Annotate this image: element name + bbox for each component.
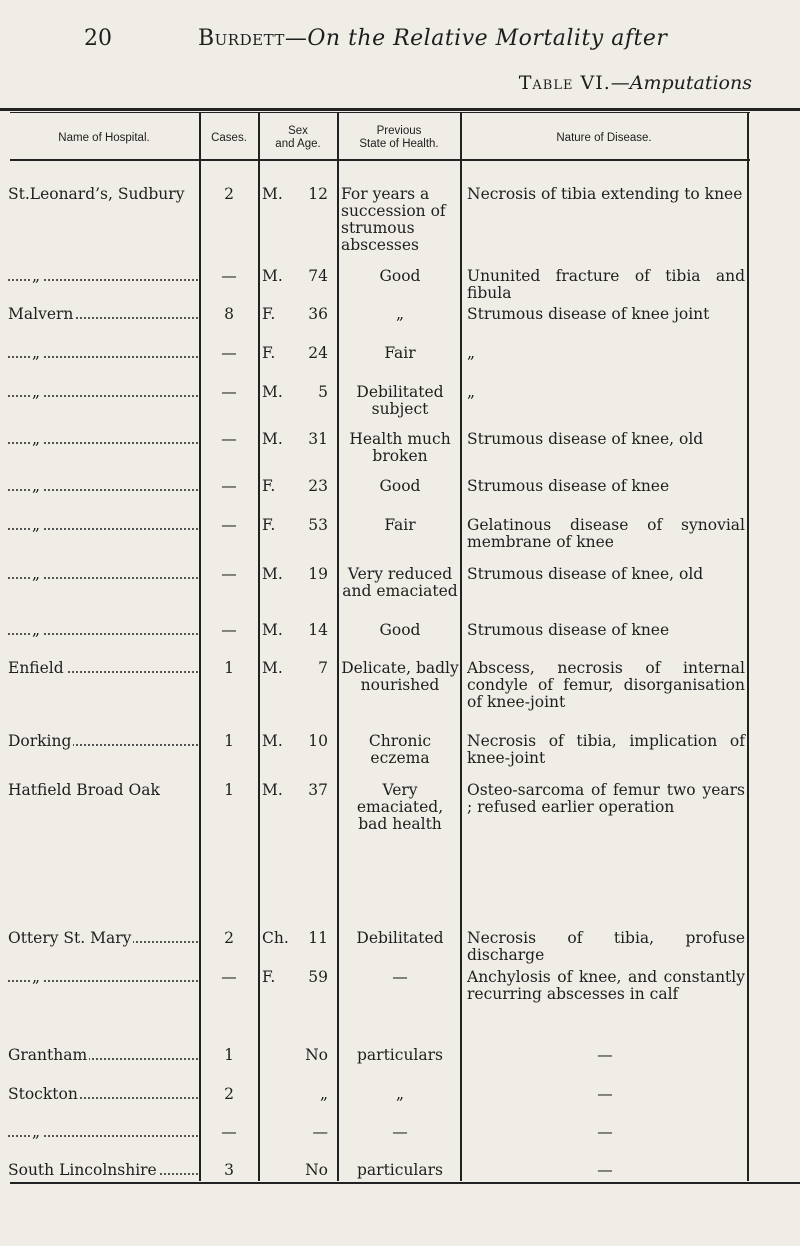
hospital-name: Stockton bbox=[8, 1086, 78, 1103]
table-top-rule bbox=[0, 108, 800, 111]
hospital-name: „ bbox=[32, 566, 41, 583]
row-4-hospital bbox=[8, 384, 198, 401]
hospital-name: South Lincolnshire bbox=[8, 1162, 157, 1179]
row-4-nature: „ bbox=[467, 383, 476, 401]
running-head bbox=[0, 26, 800, 56]
row-6-sex-age: F. 23 bbox=[262, 477, 328, 495]
row-13-cases: 2 bbox=[224, 929, 234, 947]
row-12-sex-age: M. 37 bbox=[262, 781, 328, 799]
row-0-cases: 2 bbox=[224, 185, 234, 203]
row-7-nature: Gelatinous disease of synovial membrane of knee bbox=[467, 516, 745, 551]
row-0-previous-state: For years a succession of strumous abscesses bbox=[341, 185, 446, 254]
row-6-cases: — bbox=[221, 477, 237, 495]
hospital-name: „ bbox=[32, 622, 41, 639]
hospital-name: „ bbox=[32, 969, 41, 986]
row-18-sex-age: No bbox=[305, 1161, 328, 1179]
row-9-cases: — bbox=[221, 621, 237, 639]
row-3-hospital bbox=[8, 345, 198, 362]
row-10-hospital bbox=[8, 660, 198, 677]
table-subject: Amputations bbox=[629, 72, 752, 94]
row-14-previous-state: — bbox=[392, 968, 408, 986]
row-11-previous-state: Chronic eczema bbox=[368, 732, 432, 767]
row-14-sex-age: F. 59 bbox=[262, 968, 328, 986]
row-17-cases: — bbox=[221, 1123, 237, 1141]
row-15-nature: — bbox=[597, 1046, 613, 1064]
row-0-hospital bbox=[8, 186, 198, 203]
row-12-cases: 1 bbox=[224, 781, 234, 799]
table-top-rule-inner bbox=[10, 112, 750, 113]
row-15-sex-age: No bbox=[305, 1046, 328, 1064]
row-17-nature: — bbox=[597, 1123, 613, 1141]
column-rule-5 bbox=[747, 113, 749, 1181]
row-18-nature: — bbox=[597, 1161, 613, 1179]
row-1-previous-state: Good bbox=[379, 267, 421, 285]
running-separator: — bbox=[284, 26, 308, 51]
row-15-previous-state: particulars bbox=[357, 1046, 443, 1064]
row-7-sex-age: F. 53 bbox=[262, 516, 328, 534]
running-title bbox=[198, 26, 667, 51]
running-title-text: On the Relative Mortality after bbox=[307, 26, 668, 51]
row-3-sex-age: F. 24 bbox=[262, 344, 328, 362]
row-8-hospital bbox=[8, 566, 198, 583]
row-8-sex-age: M. 19 bbox=[262, 565, 328, 583]
hospital-name: Enfield bbox=[8, 660, 64, 677]
row-6-hospital bbox=[8, 478, 198, 495]
row-16-sex-age: „ bbox=[319, 1085, 328, 1103]
table-bottom-rule bbox=[10, 1182, 800, 1184]
table-label: Table VI. bbox=[518, 72, 611, 94]
row-13-nature: Necrosis of tibia, profuse discharge bbox=[467, 929, 745, 964]
row-7-previous-state: Fair bbox=[384, 516, 416, 534]
row-16-nature: — bbox=[597, 1085, 613, 1103]
row-10-nature: Abscess, necrosis of internal condyle of femur, disorganisation of knee-joint bbox=[467, 659, 745, 711]
row-12-hospital bbox=[8, 782, 198, 799]
hospital-name: Hatfield Broad Oak bbox=[8, 782, 160, 799]
hospital-name: Ottery St. Mary bbox=[8, 930, 132, 947]
row-8-cases: — bbox=[221, 565, 237, 583]
row-1-nature: Ununited fracture of tibia and fibula bbox=[467, 267, 745, 302]
hospital-name: „ bbox=[32, 478, 41, 495]
header-cases: Cases. bbox=[211, 131, 247, 144]
row-15-hospital bbox=[8, 1047, 198, 1064]
row-5-nature: Strumous disease of knee, old bbox=[467, 430, 704, 448]
row-8-nature: Strumous disease of knee, old bbox=[467, 565, 704, 583]
row-7-cases: — bbox=[221, 516, 237, 534]
hospital-name: „ bbox=[32, 384, 41, 401]
row-13-previous-state: Debilitated bbox=[356, 929, 444, 947]
row-15-cases: 1 bbox=[224, 1046, 234, 1064]
row-3-nature: „ bbox=[467, 344, 476, 362]
row-4-cases: — bbox=[221, 383, 237, 401]
hospital-name: „ bbox=[32, 345, 41, 362]
table-title-separator: — bbox=[610, 72, 630, 94]
header-nature: Nature of Disease. bbox=[556, 131, 652, 144]
row-1-sex-age: M. 74 bbox=[262, 267, 328, 285]
row-10-previous-state: Delicate, badly nourished bbox=[341, 659, 459, 694]
row-0-nature: Necrosis of tibia extending to knee bbox=[467, 185, 743, 203]
row-18-hospital bbox=[8, 1162, 198, 1179]
hospital-name: Malvern bbox=[8, 306, 74, 323]
row-11-hospital bbox=[8, 733, 198, 750]
column-rule-2 bbox=[258, 113, 260, 1181]
row-5-cases: — bbox=[221, 430, 237, 448]
row-13-sex-age: Ch. 11 bbox=[262, 929, 328, 947]
row-14-hospital bbox=[8, 969, 198, 986]
row-17-previous-state: — bbox=[392, 1123, 408, 1141]
row-3-cases: — bbox=[221, 344, 237, 362]
column-rule-4 bbox=[460, 113, 462, 1181]
row-4-sex-age: M. 5 bbox=[262, 383, 328, 401]
row-12-nature: Osteo-sarcoma of femur two years ; refused earlier operation bbox=[467, 781, 745, 816]
hospital-name: „ bbox=[32, 517, 41, 534]
hospital-name: Dorking bbox=[8, 733, 72, 750]
hospital-name: „ bbox=[32, 268, 41, 285]
row-10-sex-age: M. 7 bbox=[262, 659, 328, 677]
row-4-previous-state: Debilitated subject bbox=[356, 383, 444, 418]
row-1-cases: — bbox=[221, 267, 237, 285]
row-16-previous-state: „ bbox=[395, 1085, 405, 1103]
row-2-previous-state: „ bbox=[395, 305, 405, 323]
header-hospital: Name of Hospital. bbox=[58, 131, 150, 144]
row-11-sex-age: M. 10 bbox=[262, 732, 328, 750]
row-7-hospital bbox=[8, 517, 198, 534]
row-16-cases: 2 bbox=[224, 1085, 234, 1103]
header-previous-state: Previous State of Health. bbox=[359, 125, 439, 150]
row-12-previous-state: Very emaciated, bad health bbox=[356, 781, 444, 833]
row-2-hospital bbox=[8, 306, 198, 323]
row-5-previous-state: Health much broken bbox=[349, 430, 451, 465]
hospital-name: „ bbox=[32, 431, 41, 448]
header-sex-age: Sex and Age. bbox=[275, 125, 321, 150]
row-8-previous-state: Very reduced and emaciated bbox=[342, 565, 458, 600]
row-5-hospital bbox=[8, 431, 198, 448]
row-3-previous-state: Fair bbox=[384, 344, 416, 362]
row-2-nature: Strumous disease of knee joint bbox=[467, 305, 710, 323]
page-number: 20 bbox=[84, 26, 112, 51]
row-17-sex-age: — bbox=[312, 1123, 328, 1141]
hospital-name: Grantham bbox=[8, 1047, 88, 1064]
row-1-hospital bbox=[8, 268, 198, 285]
row-16-hospital bbox=[8, 1086, 198, 1103]
row-5-sex-age: M. 31 bbox=[262, 430, 328, 448]
row-13-hospital bbox=[8, 930, 198, 947]
row-6-nature: Strumous disease of knee bbox=[467, 477, 670, 495]
row-11-nature: Necrosis of tibia, implication of knee-joint bbox=[467, 732, 745, 767]
row-9-sex-age: M. 14 bbox=[262, 621, 328, 639]
row-17-hospital bbox=[8, 1124, 198, 1141]
row-2-cases: 8 bbox=[224, 305, 234, 323]
table-title bbox=[519, 72, 752, 94]
hospital-name: St.Leonard’s, Sudbury bbox=[8, 186, 185, 203]
row-9-previous-state: Good bbox=[379, 621, 421, 639]
row-9-hospital bbox=[8, 622, 198, 639]
row-18-previous-state: particulars bbox=[357, 1161, 443, 1179]
row-6-previous-state: Good bbox=[379, 477, 421, 495]
row-11-cases: 1 bbox=[224, 732, 234, 750]
row-0-sex-age: M. 12 bbox=[262, 185, 328, 203]
row-2-sex-age: F. 36 bbox=[262, 305, 328, 323]
row-10-cases: 1 bbox=[224, 659, 234, 677]
row-14-nature: Anchylosis of knee, and constantly recurring abscesses in calf bbox=[467, 968, 745, 1003]
hospital-name: „ bbox=[32, 1124, 41, 1141]
row-9-nature: Strumous disease of knee bbox=[467, 621, 670, 639]
row-14-cases: — bbox=[221, 968, 237, 986]
row-18-cases: 3 bbox=[224, 1161, 234, 1179]
running-author: Burdett bbox=[198, 26, 285, 51]
